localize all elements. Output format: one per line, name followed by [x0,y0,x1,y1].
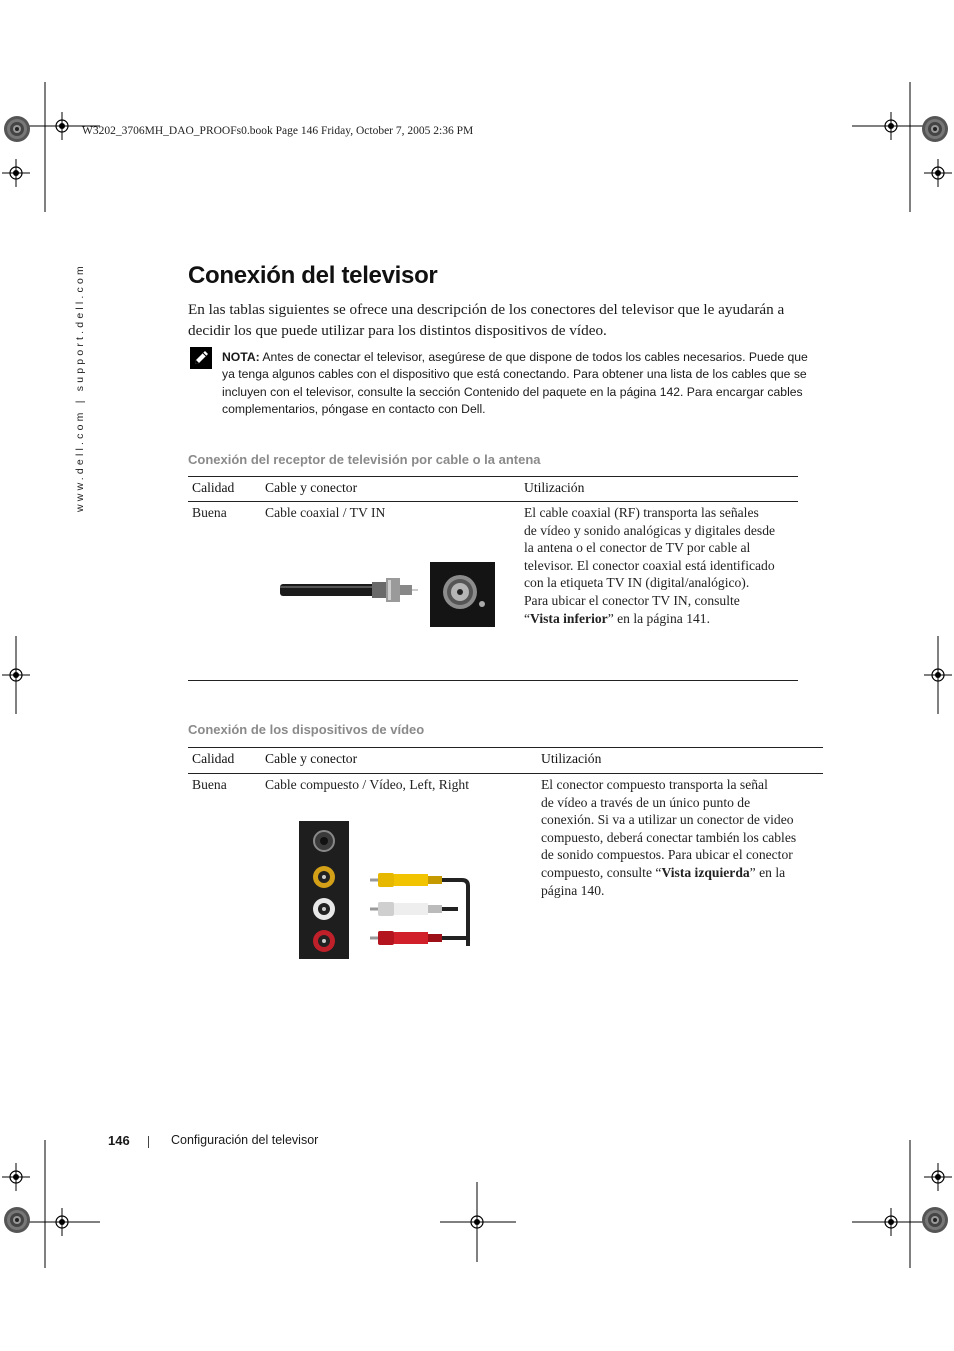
note-text: Antes de conectar el televisor, asegúrese de que dispone de todos los cables necesarios. Puede que ya tenga algunos cables con el dispositivo que está conectando. Para obtener una lista de los cables que se incluyen con el televisor, consulte la sección Contenido del paquete en la página 142. Para encargar cables complementarios, póngase en contacto con Dell. [222,350,808,417]
table1-header-cable: Cable y conector [265,480,358,495]
table1-cell-usage [524,504,799,627]
table1-usage-line: El cable coaxial (RF) transporta las señales [524,505,759,520]
table2-usage-line: de sonido compuestos. Para ubicar el conector [541,847,793,863]
side-url [70,263,90,515]
table1-usage-line: televisor. El conector coaxial está identificado [524,557,775,573]
table2-usage-line: de vídeo a través de un único punto de [541,794,751,810]
table1-usage-line: la antena o el conector de TV por cable al [524,540,751,556]
page-title: Conexión del televisor [188,262,438,289]
note-block [222,349,822,419]
table2-header-cable: Cable y conector [265,751,358,766]
table1-bottom-rule [188,680,798,681]
table1-cell-cable: Cable coaxial / TV IN [265,505,386,520]
table2-header-rule [188,773,823,774]
coaxial-cable-image [280,572,420,608]
composite-connector-panel-image [299,821,349,959]
table1-usage-line: con la etiqueta TV IN (digital/analógico). [524,575,750,591]
table2-cell-cable: Cable compuesto / Vídeo, Left, Right [265,777,469,792]
table2-usage-line: compuesto, deberá conectar también los cables [541,829,797,845]
table2-header-quality: Calidad [192,751,235,766]
table2-cell-usage [541,776,823,899]
intro-paragraph: En las tablas siguientes se ofrece una descripción de los conectores del televisor que le ayudarán a decidir los que puede utilizar para los distintos dispositivos de vídeo. [188,301,785,339]
footer-section-title: Configuración del televisor [171,1133,319,1147]
table2-usage-line: conexión. Si va a utilizar un conector de video [541,812,794,828]
table1-top-rule [188,476,798,477]
rca-cables-image [370,866,470,952]
table1-usage-line: Para ubicar el conector TV IN, consulte [524,592,740,608]
table1-caption: Conexión del receptor de televisión por cable o la antena [188,452,541,467]
table1-header-quality: Calidad [192,480,235,495]
table2-usage-line: página 140. [541,882,605,898]
table2-caption: Conexión de los dispositivos de vídeo [188,722,425,737]
table1-header-rule [188,501,798,502]
tv-in-connector-image [430,562,495,627]
table1-header-usage: Utilización [524,480,585,495]
footer-separator [148,1136,149,1148]
table1-usage-line: de vídeo y sonido analógicas y digitales desde [524,522,776,538]
table2-header-usage: Utilización [541,751,602,766]
print-header: W3202_3706MH_DAO_PROOFs0.book Page 146 Friday, October 7, 2005 2:36 PM [82,125,474,137]
table2-usage-line: El conector compuesto transporta la señal [541,777,768,792]
table2-top-rule [188,747,823,748]
note-pencil-icon [190,347,212,369]
table1-cell-quality: Buena [192,505,227,520]
side-url-text: www.dell.com | support.dell.com [74,263,86,512]
table1-usage-ref: “Vista inferior” en la página 141. [524,610,710,626]
table2-usage-ref: compuesto, consulte “Vista izquierda” en la [541,864,786,880]
page-number: 146 [108,1133,130,1148]
vista-inferior-link[interactable]: Vista inferior [530,610,608,626]
vista-izquierda-link[interactable]: Vista izquierda [661,864,750,880]
note-label: NOTA: [222,350,260,364]
table2-cell-quality: Buena [192,777,227,792]
